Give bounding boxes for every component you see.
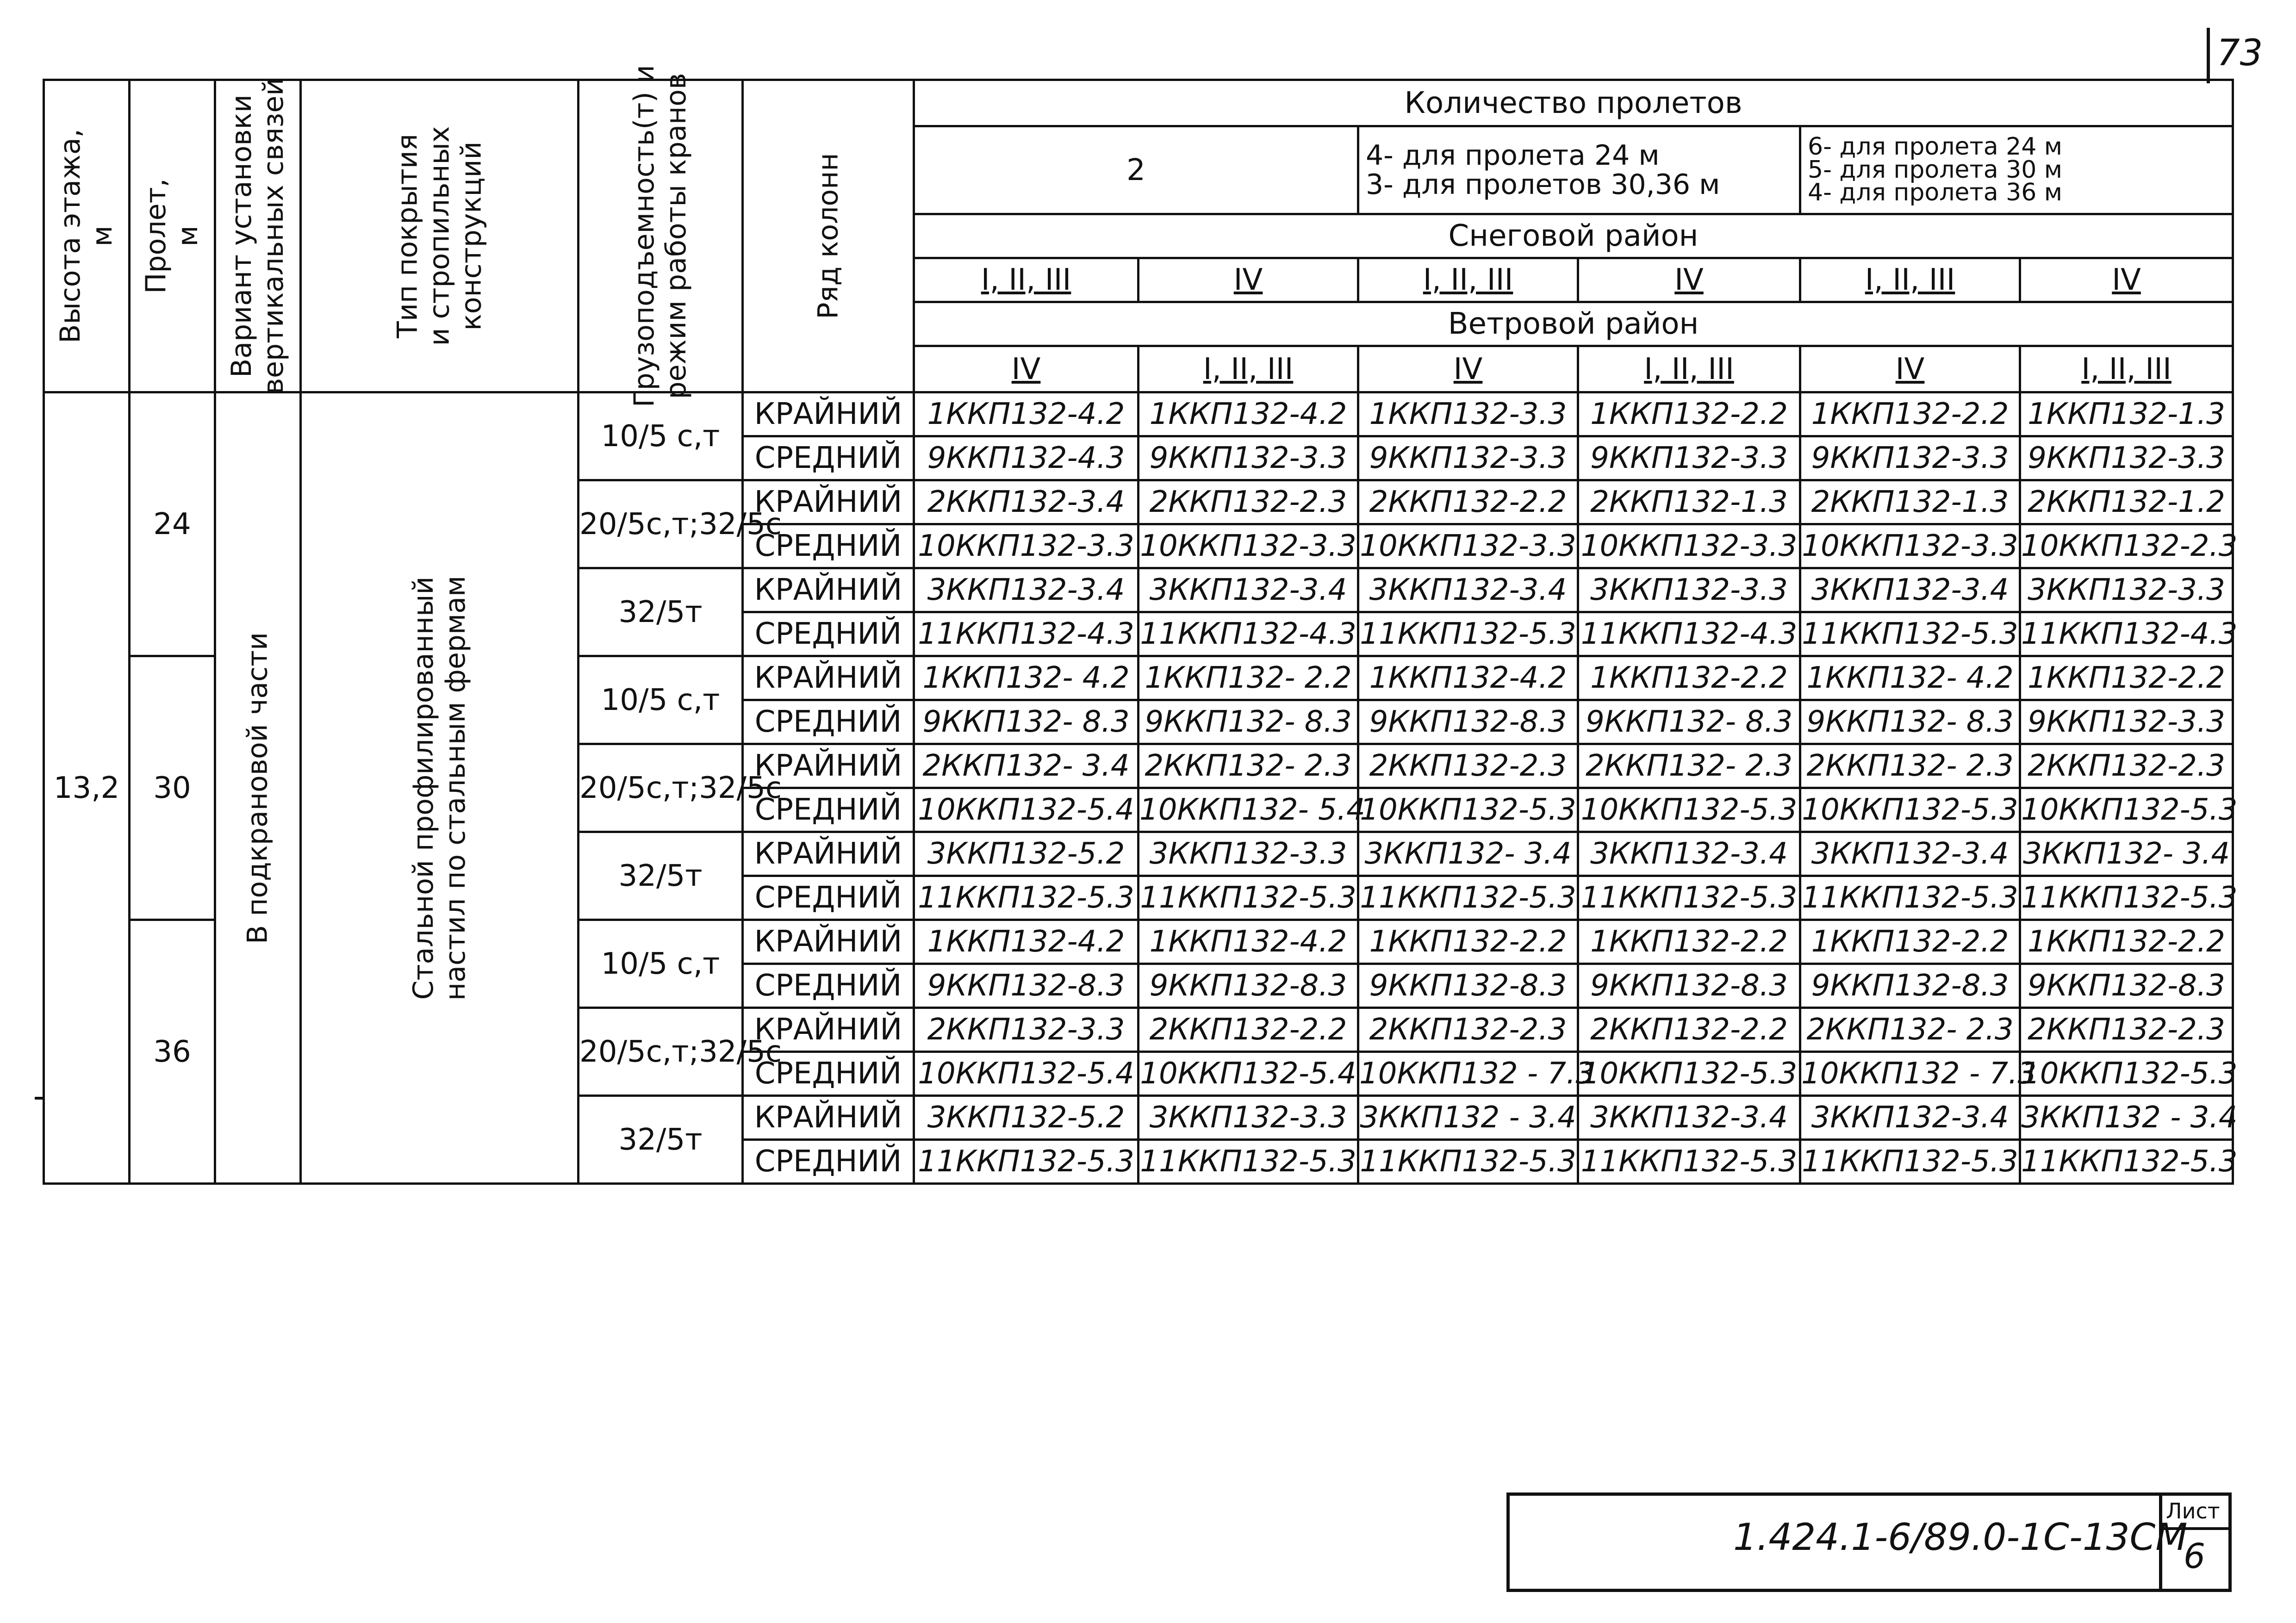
column-row-type: СРЕДНИЙ bbox=[743, 788, 914, 832]
crane-load-header: Грузоподъемность(т) и режим работы кранов bbox=[579, 80, 743, 392]
column-mark-cell: 11ККП132-4.3 bbox=[914, 612, 1139, 656]
column-mark-cell: 3ККП132- 3.4 bbox=[2020, 832, 2233, 876]
column-row-type: КРАЙНИЙ bbox=[743, 832, 914, 876]
column-mark-cell: 1ККП132- 4.2 bbox=[1800, 656, 2020, 700]
column-row-type: КРАЙНИЙ bbox=[743, 744, 914, 788]
variant-header: Вариант установки вертикальных связей bbox=[215, 80, 301, 392]
column-mark-cell: 10ККП132- 5.4 bbox=[1139, 788, 1358, 832]
column-row-type: СРЕДНИЙ bbox=[743, 876, 914, 920]
column-mark-cell: 1ККП132-4.2 bbox=[1139, 392, 1358, 436]
column-mark-cell: 2ККП132- 2.3 bbox=[1800, 744, 2020, 788]
column-row-type: КРАЙНИЙ bbox=[743, 920, 914, 964]
column-mark-cell: 2ККП132-2.3 bbox=[1358, 744, 1578, 788]
spans-group-2-line: 3- для пролетов 30,36 м bbox=[1366, 168, 1720, 201]
spans-group-1: 2 bbox=[914, 126, 1358, 214]
column-mark-cell: 9ККП132-3.3 bbox=[1139, 436, 1358, 480]
column-row-type: КРАЙНИЙ bbox=[743, 392, 914, 436]
column-mark-cell: 3ККП132-3.3 bbox=[1139, 832, 1358, 876]
column-mark-cell: 2ККП132-2.3 bbox=[2020, 744, 2233, 788]
column-mark-cell: 1ККП132-4.2 bbox=[1358, 656, 1578, 700]
column-mark-cell: 9ККП132-3.3 bbox=[2020, 700, 2233, 744]
column-mark-cell: 10ККП132 - 7.3 bbox=[1800, 1052, 2020, 1096]
column-mark-cell: 9ККП132- 8.3 bbox=[914, 700, 1139, 744]
column-row-type: КРАЙНИЙ bbox=[743, 1096, 914, 1140]
column-row-type: СРЕДНИЙ bbox=[743, 436, 914, 480]
column-mark-cell: 9ККП132-8.3 bbox=[1358, 700, 1578, 744]
wind-region-1: IV bbox=[914, 346, 1139, 392]
sheet-number: 6 bbox=[2184, 1536, 2206, 1576]
column-mark-cell: 1ККП132-2.2 bbox=[1358, 920, 1578, 964]
span-cell: 30 bbox=[130, 656, 215, 920]
column-mark-cell: 9ККП132- 8.3 bbox=[1139, 700, 1358, 744]
crane-load-cell: 20/5с,т;32/5с bbox=[579, 744, 743, 832]
column-mark-cell: 3ККП132-3.4 bbox=[1578, 832, 1800, 876]
sheet-divider bbox=[2159, 1527, 2228, 1530]
column-row-type: СРЕДНИЙ bbox=[743, 1052, 914, 1096]
column-mark-cell: 11ККП132-5.3 bbox=[1800, 1140, 2020, 1184]
column-mark-cell: 2ККП132-1.2 bbox=[2020, 480, 2233, 524]
column-mark-cell: 10ККП132-5.4 bbox=[914, 1052, 1139, 1096]
column-mark-cell: 3ККП132 - 3.4 bbox=[1358, 1096, 1578, 1140]
column-mark-cell: 11ККП132-4.3 bbox=[1139, 612, 1358, 656]
crane-load-cell: 32/5т bbox=[579, 568, 743, 656]
column-mark-cell: 1ККП132-4.2 bbox=[914, 392, 1139, 436]
column-mark-cell: 9ККП132- 8.3 bbox=[1800, 700, 2020, 744]
column-mark-cell: 11ККП132-5.3 bbox=[914, 876, 1139, 920]
column-mark-cell: 10ККП132-5.3 bbox=[1800, 788, 2020, 832]
roof-type-header: Тип покрытия и стропильных конструкций bbox=[301, 80, 579, 392]
column-mark-cell: 9ККП132-3.3 bbox=[1578, 436, 1800, 480]
column-mark-cell: 2ККП132-1.3 bbox=[1800, 480, 2020, 524]
snow-region-3: I, II, III bbox=[1358, 258, 1578, 302]
span-cell: 36 bbox=[130, 920, 215, 1184]
page-number: 73 bbox=[2217, 32, 2263, 74]
column-mark-cell: 9ККП132-8.3 bbox=[1139, 964, 1358, 1008]
column-mark-cell: 2ККП132- 2.3 bbox=[1800, 1008, 2020, 1052]
wind-region-header: Ветровой район bbox=[914, 302, 2233, 346]
snow-region-4: IV bbox=[1578, 258, 1800, 302]
column-mark-cell: 10ККП132-2.3 bbox=[2020, 524, 2233, 568]
span-header: Пролет, м bbox=[130, 80, 215, 392]
height-header: Высота этажа, м bbox=[44, 80, 130, 392]
floor-height-cell: 13,2 bbox=[44, 392, 130, 1184]
column-mark-cell: 3ККП132-3.4 bbox=[914, 568, 1139, 612]
wind-region-2: I, II, III bbox=[1139, 346, 1358, 392]
column-mark-cell: 9ККП132-8.3 bbox=[1358, 964, 1578, 1008]
column-row-type: КРАЙНИЙ bbox=[743, 656, 914, 700]
column-mark-cell: 10ККП132-3.3 bbox=[1578, 524, 1800, 568]
column-row-type: СРЕДНИЙ bbox=[743, 612, 914, 656]
column-mark-cell: 9ККП132-8.3 bbox=[914, 964, 1139, 1008]
column-mark-cell: 11ККП132-5.3 bbox=[1578, 1140, 1800, 1184]
column-mark-cell: 1ККП132-2.2 bbox=[2020, 656, 2233, 700]
column-mark-cell: 11ККП132-5.3 bbox=[1358, 876, 1578, 920]
wind-region-6: I, II, III bbox=[2020, 346, 2233, 392]
column-mark-cell: 10ККП132-5.4 bbox=[914, 788, 1139, 832]
spans-group-3-line: 6- для пролета 24 м bbox=[1808, 133, 2063, 161]
column-mark-cell: 3ККП132-3.4 bbox=[1358, 568, 1578, 612]
column-mark-cell: 2ККП132-2.2 bbox=[1358, 480, 1578, 524]
column-mark-cell: 2ККП132-2.3 bbox=[1358, 1008, 1578, 1052]
column-mark-cell: 2ККП132-3.3 bbox=[914, 1008, 1139, 1052]
column-mark-cell: 1ККП132-2.2 bbox=[1578, 920, 1800, 964]
column-mark-cell: 2ККП132- 2.3 bbox=[1578, 744, 1800, 788]
column-mark-cell: 11ККП132-5.3 bbox=[1358, 1140, 1578, 1184]
column-mark-cell: 11ККП132-4.3 bbox=[2020, 612, 2233, 656]
column-mark-cell: 10ККП132-5.3 bbox=[1578, 788, 1800, 832]
column-mark-cell: 11ККП132-5.3 bbox=[1800, 876, 2020, 920]
column-row-type: КРАЙНИЙ bbox=[743, 568, 914, 612]
column-row-header: Ряд колонн bbox=[743, 80, 914, 392]
wind-region-3: IV bbox=[1358, 346, 1578, 392]
roof-type-cell: Стальной профилированный настил по стальным фермам bbox=[301, 392, 579, 1184]
column-mark-cell: 3ККП132-3.3 bbox=[2020, 568, 2233, 612]
crane-load-cell: 10/5 с,т bbox=[579, 392, 743, 480]
margin-tick bbox=[35, 1097, 44, 1100]
column-mark-cell: 9ККП132-4.3 bbox=[914, 436, 1139, 480]
spans-count-header: Количество пролетов bbox=[914, 80, 2233, 126]
column-mark-cell: 3ККП132-3.3 bbox=[1139, 1096, 1358, 1140]
column-mark-cell: 11ККП132-4.3 bbox=[1578, 612, 1800, 656]
column-mark-cell: 2ККП132- 3.4 bbox=[914, 744, 1139, 788]
column-mark-cell: 2ККП132-3.4 bbox=[914, 480, 1139, 524]
crane-load-cell: 32/5т bbox=[579, 1096, 743, 1184]
sheet-label: Лист bbox=[2166, 1499, 2220, 1524]
specification-table bbox=[43, 65, 2238, 1185]
column-mark-cell: 11ККП132-5.3 bbox=[1800, 612, 2020, 656]
column-mark-cell: 9ККП132-3.3 bbox=[1358, 436, 1578, 480]
wind-region-5: IV bbox=[1800, 346, 2020, 392]
column-mark-cell: 11ККП132-5.3 bbox=[1578, 876, 1800, 920]
column-mark-cell: 10ККП132-5.3 bbox=[1358, 788, 1578, 832]
column-mark-cell: 3ККП132-3.3 bbox=[1578, 568, 1800, 612]
column-mark-cell: 10ККП132 - 7.3 bbox=[1358, 1052, 1578, 1096]
column-mark-cell: 10ККП132-5.4 bbox=[1139, 1052, 1358, 1096]
column-mark-cell: 3ККП132-3.4 bbox=[1800, 1096, 2020, 1140]
column-mark-cell: 3ККП132-3.4 bbox=[1800, 568, 2020, 612]
column-mark-cell: 9ККП132- 8.3 bbox=[1578, 700, 1800, 744]
column-mark-cell: 1ККП132-2.2 bbox=[1800, 920, 2020, 964]
column-row-type: СРЕДНИЙ bbox=[743, 524, 914, 568]
column-mark-cell: 11ККП132-5.3 bbox=[914, 1140, 1139, 1184]
column-mark-cell: 3ККП132- 3.4 bbox=[1358, 832, 1578, 876]
column-mark-cell: 1ККП132-4.2 bbox=[914, 920, 1139, 964]
snow-region-header: Снеговой район bbox=[914, 214, 2233, 258]
snow-region-1: I, II, III bbox=[914, 258, 1139, 302]
document-code: 1.424.1-6/89.0-1С-13СМ bbox=[1733, 1516, 2188, 1559]
column-mark-cell: 11ККП132-5.3 bbox=[1358, 612, 1578, 656]
spans-group-2-line: 4- для пролета 24 м bbox=[1366, 139, 1660, 172]
column-row-type: СРЕДНИЙ bbox=[743, 700, 914, 744]
spans-group-3-line: 5- для пролета 30 м bbox=[1808, 155, 2063, 184]
column-mark-cell: 10ККП132-3.3 bbox=[914, 524, 1139, 568]
column-row-type: КРАЙНИЙ bbox=[743, 480, 914, 524]
page-number-divider bbox=[2207, 28, 2210, 83]
crane-load-cell: 20/5с,т;32/5с bbox=[579, 1008, 743, 1096]
column-mark-cell: 9ККП132-8.3 bbox=[2020, 964, 2233, 1008]
column-mark-cell: 1ККП132- 4.2 bbox=[914, 656, 1139, 700]
column-mark-cell: 2ККП132- 2.3 bbox=[1139, 744, 1358, 788]
column-mark-cell: 2ККП132-2.3 bbox=[2020, 1008, 2233, 1052]
column-row-type: КРАЙНИЙ bbox=[743, 1008, 914, 1052]
crane-load-cell: 32/5т bbox=[579, 832, 743, 920]
column-mark-cell: 3ККП132-3.4 bbox=[1800, 832, 2020, 876]
column-mark-cell: 2ККП132-2.2 bbox=[1139, 1008, 1358, 1052]
column-mark-cell: 10ККП132-5.3 bbox=[2020, 1052, 2233, 1096]
bracing-variant-cell: В подкрановой части bbox=[215, 392, 301, 1184]
column-mark-cell: 1ККП132-1.3 bbox=[2020, 392, 2233, 436]
column-mark-cell: 2ККП132-2.3 bbox=[1139, 480, 1358, 524]
crane-load-cell: 10/5 с,т bbox=[579, 656, 743, 744]
column-mark-cell: 1ККП132- 2.2 bbox=[1139, 656, 1358, 700]
column-row-type: СРЕДНИЙ bbox=[743, 1140, 914, 1184]
column-mark-cell: 10ККП132-5.3 bbox=[2020, 788, 2233, 832]
column-mark-cell: 3ККП132-5.2 bbox=[914, 832, 1139, 876]
column-mark-cell: 10ККП132-3.3 bbox=[1139, 524, 1358, 568]
column-mark-cell: 11ККП132-5.3 bbox=[1139, 1140, 1358, 1184]
column-mark-cell: 9ККП132-8.3 bbox=[1578, 964, 1800, 1008]
column-row-type: СРЕДНИЙ bbox=[743, 964, 914, 1008]
crane-load-cell: 10/5 с,т bbox=[579, 920, 743, 1008]
column-mark-cell: 2ККП132-1.3 bbox=[1578, 480, 1800, 524]
column-mark-cell: 1ККП132-2.2 bbox=[2020, 920, 2233, 964]
column-mark-cell: 10ККП132-5.3 bbox=[1578, 1052, 1800, 1096]
column-mark-cell: 2ККП132-2.2 bbox=[1578, 1008, 1800, 1052]
column-mark-cell: 10ККП132-3.3 bbox=[1358, 524, 1578, 568]
column-mark-cell: 3ККП132-3.4 bbox=[1139, 568, 1358, 612]
spans-group-2 bbox=[1358, 126, 1800, 214]
column-mark-cell: 10ККП132-3.3 bbox=[1800, 524, 2020, 568]
snow-region-5: I, II, III bbox=[1800, 258, 2020, 302]
spans-group-3-line: 4- для пролета 36 м bbox=[1808, 179, 2063, 207]
column-mark-cell: 11ККП132-5.3 bbox=[2020, 1140, 2233, 1184]
column-mark-cell: 9ККП132-8.3 bbox=[1800, 964, 2020, 1008]
snow-region-2: IV bbox=[1139, 258, 1358, 302]
column-mark-cell: 11ККП132-5.3 bbox=[1139, 876, 1358, 920]
column-mark-cell: 1ККП132-2.2 bbox=[1578, 392, 1800, 436]
span-cell: 24 bbox=[130, 392, 215, 656]
column-mark-cell: 9ККП132-3.3 bbox=[2020, 436, 2233, 480]
column-mark-cell: 3ККП132 - 3.4 bbox=[2020, 1096, 2233, 1140]
spans-group-3 bbox=[1800, 126, 2233, 214]
crane-load-cell: 20/5с,т;32/5с bbox=[579, 480, 743, 568]
column-mark-cell: 3ККП132-3.4 bbox=[1578, 1096, 1800, 1140]
table-row bbox=[44, 392, 2233, 436]
snow-region-6: IV bbox=[2020, 258, 2233, 302]
wind-region-4: I, II, III bbox=[1578, 346, 1800, 392]
column-mark-cell: 11ККП132-5.3 bbox=[2020, 876, 2233, 920]
column-mark-cell: 9ККП132-3.3 bbox=[1800, 436, 2020, 480]
column-mark-cell: 1ККП132-2.2 bbox=[1800, 392, 2020, 436]
column-mark-cell: 1ККП132-2.2 bbox=[1578, 656, 1800, 700]
column-mark-cell: 1ККП132-4.2 bbox=[1139, 920, 1358, 964]
column-mark-cell: 1ККП132-3.3 bbox=[1358, 392, 1578, 436]
column-mark-cell: 3ККП132-5.2 bbox=[914, 1096, 1139, 1140]
